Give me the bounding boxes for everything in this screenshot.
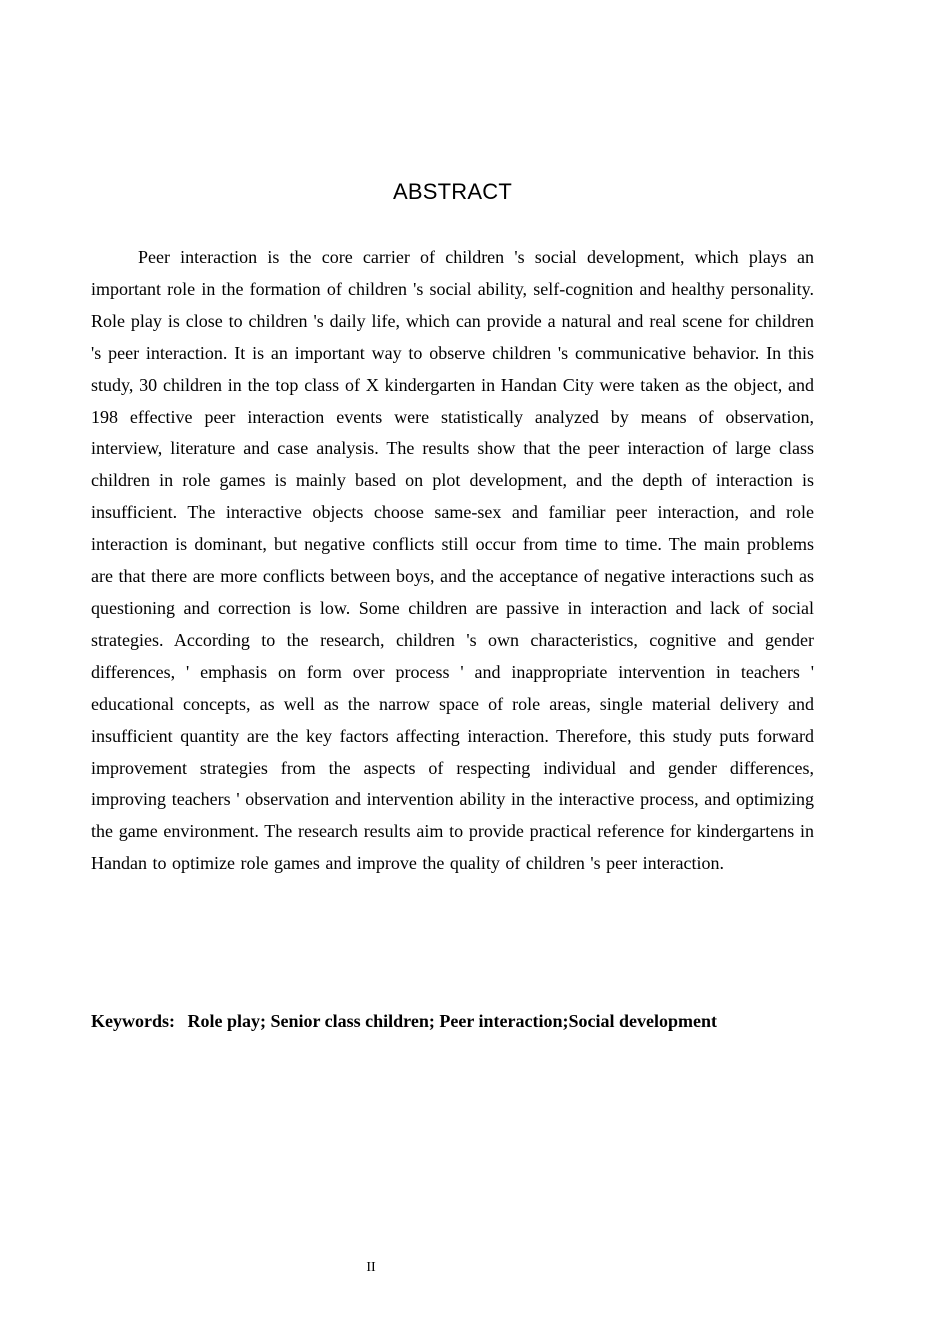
- keywords-line: [91, 1011, 871, 1032]
- abstract-title: ABSTRACT: [393, 179, 512, 204]
- keywords-value: Role play; Senior class children; Peer interaction;Social development: [187, 1011, 717, 1031]
- keywords-label: Keywords:: [91, 1011, 175, 1031]
- page-number: II: [366, 1260, 376, 1275]
- abstract-body: Peer interaction is the core carrier of children 's social development, which plays an important role in the formation of children 's social ability, self-cognition and healthy personality. Role play is close to children 's daily life, which can provide a natural and real scene for children 's peer interaction. It is an important way to observe children 's communicative behavior. In this study, 30 children in the top class of X kindergarten in Handan City were taken as the object, and 198 effective peer interaction events were statistically analyzed by means of observation, interview, literature and case analysis. The results show that the peer interaction of large class children in role games is mainly based on plot development, and the depth of interaction is insufficient. The interactive objects choose same-sex and familiar peer interaction, and role interaction is dominant, but negative conflicts still occur from time to time. The main problems are that there are more conflicts between boys, and the acceptance of negative interactions such as questioning and correction is low. Some children are passive in interaction and lack of social strategies. According to the research, children 's own characteristics, cognitive and gender differences, ' emphasis on form over process ' and inappropriate intervention in teachers ' educational concepts, as well as the narrow space of role areas, single material delivery and insufficient quantity are the key factors affecting interaction. Therefore, this study puts forward improvement strategies from the aspects of respecting individual and gender differences, improving teachers ' observation and intervention ability in the interactive process, and optimizing the game environment. The research results aim to provide practical reference for kindergartens in Handan to optimize role games and improve the quality of children 's peer interaction.: [91, 247, 814, 874]
